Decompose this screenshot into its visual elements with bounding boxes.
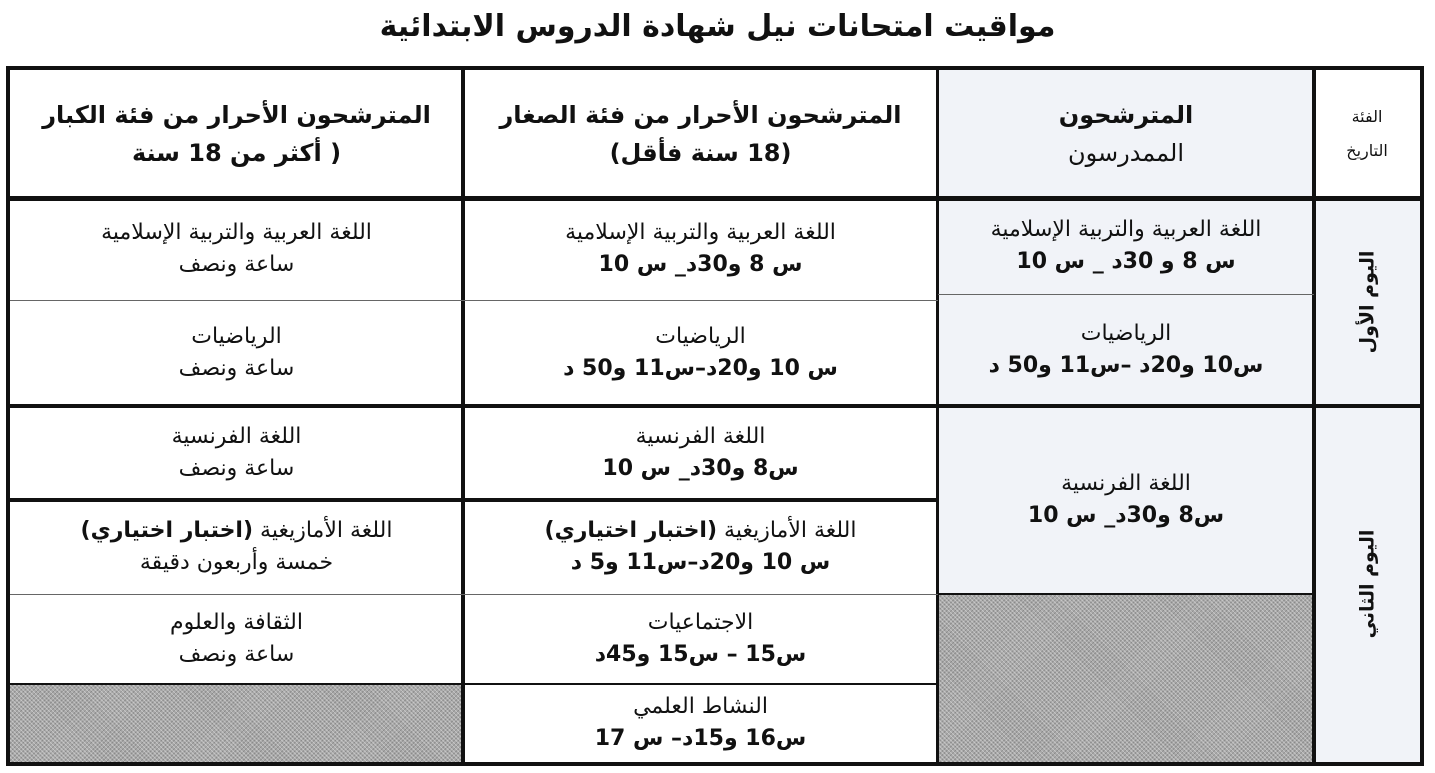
adult-culture-cell (10, 594, 463, 684)
schooled-french-time: س8 و30د_ س 10 (1027, 503, 1225, 528)
header-adult (10, 70, 463, 198)
header-schooled-line1: المترشحون (1058, 101, 1194, 129)
adult-arabic-subject: اللغة العربية والتربية الإسلامية (101, 220, 372, 245)
young-math-subject: الرياضيات (655, 324, 746, 349)
young-math-time: س 10 و20د–س11 و50 د (563, 356, 838, 381)
young-amazigh-optional: (اختبار اختياري) (544, 518, 718, 543)
schooled-math-cell (938, 294, 1314, 406)
young-science-time: س16 و15د– س 17 (594, 726, 807, 751)
divider (938, 593, 1314, 595)
young-arabic-time: س 8 و30د_ س 10 (598, 252, 803, 277)
schooled-french-subject: اللغة الفرنسية (1061, 471, 1191, 496)
adult-amazigh-subject: اللغة الأمازيغية (260, 518, 393, 543)
exam-schedule-table (6, 66, 1424, 766)
young-social-cell (463, 594, 938, 684)
adult-amazigh-cell (10, 500, 463, 594)
young-social-subject: الاجتماعيات (647, 610, 754, 635)
adult-arabic-cell (10, 198, 463, 300)
adult-french-cell (10, 406, 463, 500)
header-schooled (938, 70, 1314, 198)
day1-label-cell (1314, 198, 1420, 406)
header-date-label: التاريخ (1346, 141, 1388, 160)
young-math-cell (463, 300, 938, 406)
divider (10, 196, 1420, 201)
schooled-math-time: س10 و20د –س11 و50 د (988, 353, 1264, 378)
adult-arabic-time: ساعة ونصف (178, 252, 295, 277)
schooled-arabic-subject: اللغة العربية والتربية الإسلامية (990, 217, 1262, 242)
divider (10, 404, 1420, 408)
schooled-math-subject: الرياضيات (1080, 321, 1172, 346)
schooled-french-cell (938, 406, 1314, 594)
adult-culture-subject: الثقافة والعلوم (170, 610, 303, 635)
young-amazigh-subject: اللغة الأمازيغية (724, 518, 857, 543)
header-category-date (1314, 70, 1420, 198)
divider (1312, 70, 1316, 762)
schooled-arabic-cell (938, 198, 1314, 294)
divider (938, 294, 1314, 295)
day2-label: اليوم الثاني (1356, 529, 1378, 639)
young-science-cell (463, 684, 938, 762)
adult-french-subject: اللغة الفرنسية (171, 424, 302, 449)
header-young-line2: (18 سنة فأقل) (609, 139, 792, 167)
header-adult-line2: ( أكثر من 18 سنة (131, 139, 342, 167)
young-french-subject: اللغة الفرنسية (635, 424, 766, 449)
adult-empty-hatched (10, 684, 463, 762)
header-schooled-line2: الممدرسون (1067, 139, 1185, 167)
adult-math-cell (10, 300, 463, 406)
day2-label-cell (1314, 406, 1420, 762)
young-amazigh-cell (463, 500, 938, 594)
schooled-arabic-time: س 8 و 30د _ س 10 (1016, 249, 1236, 274)
header-adult-line1: المترشحون الأحرار من فئة الكبار (42, 101, 431, 129)
header-young (463, 70, 938, 198)
young-french-time: س8 و30د_ س 10 (602, 456, 799, 481)
header-young-line1: المترشحون الأحرار من فئة الصغار (499, 101, 902, 129)
adult-math-time: ساعة ونصف (178, 356, 295, 381)
adult-culture-time: ساعة ونصف (178, 642, 295, 667)
divider (10, 300, 938, 301)
adult-french-time: ساعة ونصف (178, 456, 295, 481)
young-arabic-cell (463, 198, 938, 300)
adult-amazigh-optional: (اختبار اختياري) (80, 518, 254, 543)
divider (10, 498, 938, 502)
adult-amazigh-time: خمسة وأربعون دقيقة (139, 550, 334, 575)
young-social-time: س15 – س15 و45د (594, 642, 807, 667)
young-french-cell (463, 406, 938, 500)
divider (936, 70, 939, 762)
divider (461, 70, 465, 762)
young-arabic-subject: اللغة العربية والتربية الإسلامية (565, 220, 836, 245)
young-science-subject: النشاط العلمي (633, 694, 768, 719)
schooled-empty-hatched (938, 594, 1314, 762)
divider (10, 683, 938, 685)
page-title: مواقيت امتحانات نيل شهادة الدروس الابتدائية (379, 9, 1056, 44)
header-category-label: الفئة (1351, 107, 1383, 126)
day1-label: اليوم الأول (1356, 250, 1378, 354)
adult-math-subject: الرياضيات (191, 324, 282, 349)
divider (10, 594, 938, 595)
young-amazigh-time: س 10 و20د–س11 و5 د (570, 550, 831, 575)
